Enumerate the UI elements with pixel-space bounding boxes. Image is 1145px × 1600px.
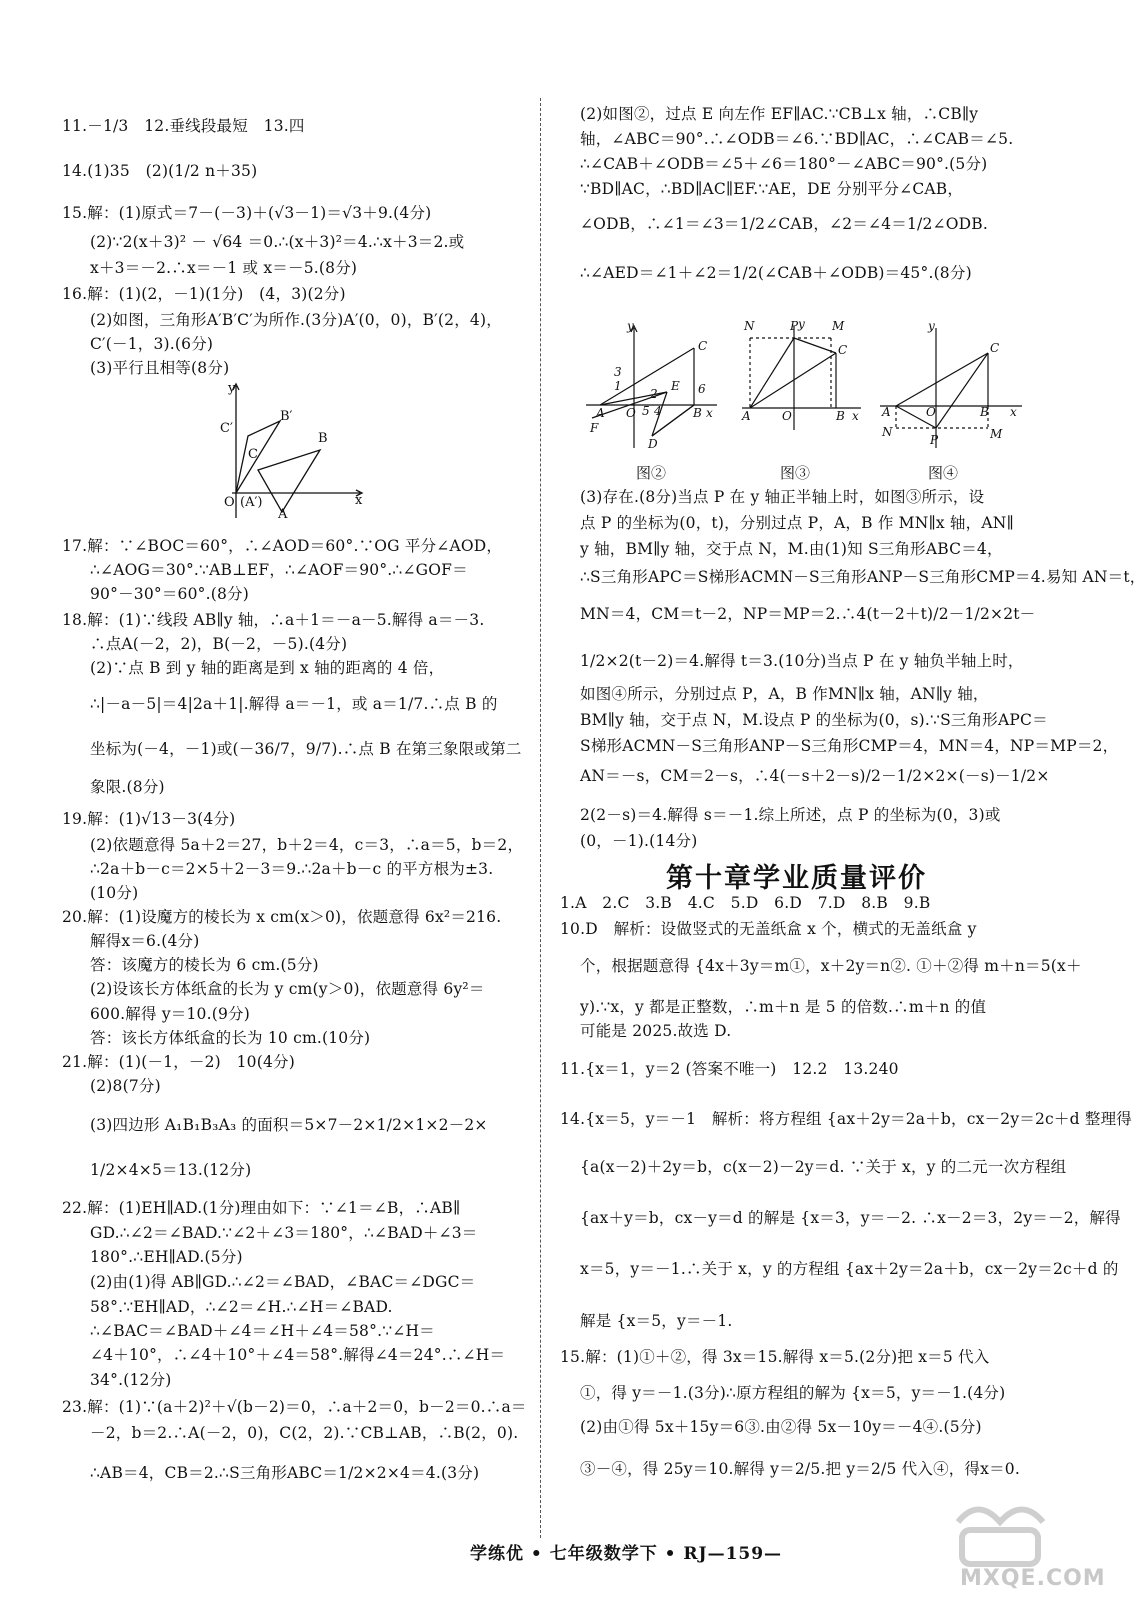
figure-3: [736, 318, 866, 458]
text-line: ∵BD∥AC，∴BD∥AC∥EF.∵AE，DE 分别平分∠CAB，: [580, 180, 964, 198]
text-line: (2)如图，三角形A′B′C′为所作.(3分)A′(0，0)，B′(2，4)，: [90, 311, 502, 329]
text-line: (2)∵点 B 到 y 轴的距离是到 x 轴的距离的 4 倍，: [90, 659, 445, 677]
figure4-label: x: [1010, 405, 1017, 419]
text-line: 16.解：(1)(2，－1)(1分) (4，3)(2分): [62, 285, 346, 303]
graph16-label: C: [248, 447, 258, 462]
figure2-label: x: [706, 406, 713, 420]
figure2-label: D: [648, 437, 658, 451]
text-line: (2)由(1)得 AB∥GD.∴∠2＝∠BAD，∠BAC＝∠DGC＝: [90, 1273, 476, 1291]
text-line: 10.D 解析：设做竖式的无盖纸盒 x 个，横式的无盖纸盒 y: [560, 920, 977, 938]
text-line: 22.解：(1)EH∥AD.(1分)理由如下：∵∠1＝∠B，∴AB∥: [62, 1199, 461, 1217]
text-line: 1/2×4×5＝13.(12分): [90, 1161, 252, 1179]
text-line: 20.解：(1)设魔方的棱长为 x cm(x＞0)，依题意得 6x²＝216.: [62, 908, 502, 926]
text-line: (2)由①得 5x＋15y＝6③.由②得 5x－10y＝－4④.(5分): [580, 1418, 982, 1436]
text-line: －2，b＝2.∴A(－2，0)，C(2，2).∵CB⊥AB，∴B(2，0).: [90, 1424, 519, 1442]
figure-2: [582, 318, 722, 458]
figure3-label: B: [836, 409, 845, 423]
text-line: S梯形ACMN－S三角形ANP－S三角形CMP＝4，MN＝4，NP＝MP＝2，: [580, 737, 1119, 755]
text-line: 180°.∴EH∥AD.(5分): [90, 1248, 243, 1266]
text-line: GD.∴∠2＝∠BAD.∵∠2＋∠3＝180°，∴∠BAD＋∠3＝: [90, 1224, 478, 1242]
text-line: 答：该魔方的棱长为 6 cm.(5分): [90, 956, 319, 974]
figure3-label: P: [790, 319, 799, 333]
text-line: ∴2a＋b－c＝2×5＋2－3＝9.∴2a＋b－c 的平方根为±3.: [90, 860, 494, 878]
graph16-label: x: [355, 493, 363, 508]
text-line: 58°.∵EH∥AD，∴∠2＝∠H.∴∠H＝∠BAD.: [90, 1298, 393, 1316]
text-line: ∠ODB，∴∠1＝∠3＝1/2∠CAB，∠2＝∠4＝1/2∠ODB.: [580, 215, 988, 233]
figure3-label: N: [744, 319, 755, 333]
figure2-label: 5: [642, 404, 650, 418]
text-line: 14.{x＝5，y＝－1 解析：将方程组 {ax＋2y＝2a＋b，cx－2y＝2c＋d 整理得: [560, 1110, 1132, 1128]
figure3-label: O: [782, 409, 792, 423]
graph16-label: C′: [220, 421, 233, 436]
text-line: (2)8(7分): [90, 1077, 161, 1095]
text-line: BM∥y 轴，交于点 N，M.设点 P 的坐标为(0，s).∵S三角形APC＝: [580, 711, 1048, 729]
figure4-label: O: [926, 405, 936, 419]
figure2-label: 6: [698, 382, 706, 396]
text-line: {a(x－2)＋2y＝b，c(x－2)－2y＝d. ∵关于 x，y 的二元一次方程组: [580, 1158, 1067, 1176]
text-line: 21.解：(1)(－1，－2) 10(4分): [62, 1053, 296, 1071]
text-line: 解是 {x＝5，y＝－1.: [580, 1312, 733, 1330]
text-line: ∠4＋10°，∴∠4＋10°＋∠4＝58°.解得∠4＝24°.∴∠H＝: [90, 1346, 506, 1364]
text-line: C′(－1，3).(6分): [90, 335, 214, 353]
figure2-label: B: [693, 406, 702, 420]
text-line: 14.(1)35 (2)(1/2 n＋35): [62, 162, 258, 180]
graph-16: [210, 378, 370, 522]
graph16-label: A: [278, 507, 288, 522]
figure2-label: O: [626, 406, 636, 420]
text-line: 解得x＝6.(4分): [90, 932, 200, 950]
text-line: 象限.(8分): [90, 778, 165, 796]
text-line: ③－④，得 25y＝10.解得 y＝2/5.把 y＝2/5 代入④，得x＝0.: [580, 1460, 1020, 1478]
text-line: (3)平行且相等(8分): [90, 359, 230, 377]
text-line: (3)四边形 A₁B₁B₃A₃ 的面积＝5×7－2×1/2×1×2－2×: [90, 1116, 488, 1134]
text-line: 19.解：(1)√13－3(4分): [62, 810, 236, 828]
text-line: 可能是 2025.故选 D.: [580, 1022, 732, 1040]
text-line: MN＝4，CM＝t－2，NP＝MP＝2.∴4(t－2＋t)/2－1/2×2t－: [580, 605, 1036, 623]
graph16-label: B′: [280, 409, 293, 424]
text-line: (3)存在.(8分)当点 P 在 y 轴正半轴上时，如图③所示，设: [580, 488, 985, 506]
text-line: ∴|－a－5|＝4|2a＋1|.解得 a＝－1，或 a＝1/7.∴点 B 的: [90, 695, 498, 713]
text-line: ∴AB＝4，CB＝2.∴S三角形ABC＝1/2×2×4＝4.(3分): [90, 1464, 480, 1482]
figure2-label: 4: [654, 404, 662, 418]
figure3-label: x: [852, 409, 859, 423]
figure3-label: y: [798, 317, 805, 331]
text-line: 1.A 2.C 3.B 4.C 5.D 6.D 7.D 8.B 9.B: [560, 894, 931, 912]
page-footer: 学练优 • 七年级数学下 • RJ—159—: [470, 1544, 783, 1564]
text-line: 如图④所示，分别过点 P，A，B 作MN∥x 轴，AN∥y 轴，: [580, 685, 989, 703]
text-line: ∴S三角形APC＝S梯形ACMN－S三角形ANP－S三角形CMP＝4.易知 AN＝t，: [580, 568, 1145, 586]
figure3-label: C: [838, 343, 848, 357]
figure2-label: A: [596, 406, 605, 420]
figure-caption: 图②: [636, 464, 667, 482]
section-title: 第十章学业质量评价: [666, 863, 927, 894]
figure4-label: C: [990, 341, 1000, 355]
text-line: AN＝－s，CM＝2－s，∴4(－s＋2－s)/2－1/2×2×(－s)－1/2×: [580, 767, 1050, 785]
text-line: ∴点A(－2，2)，B(－2，－5).(4分): [90, 635, 348, 653]
text-line: (2)依题意得 5a＋2＝27，b＋2＝4，c＝3，∴a＝5，b＝2，: [90, 836, 524, 854]
figure2-label: E: [671, 379, 680, 393]
text-line: ∴∠BAC＝∠BAD＋∠4＝∠H＋∠4＝58°.∵∠H＝: [90, 1322, 435, 1340]
figure2-label: F: [590, 421, 599, 435]
text-line: 17.解：∵∠BOC＝60°，∴∠AOD＝60°.∵OG 平分∠AOD，: [62, 537, 503, 555]
figure2-label: 2: [650, 387, 658, 401]
figure3-label: A: [742, 409, 751, 423]
figure-4: [876, 318, 1026, 458]
text-line: y 轴，BM∥y 轴，交于点 N，M.由(1)知 S三角形ABC＝4，: [580, 540, 1003, 558]
text-line: y).∵x，y 都是正整数，∴m＋n 是 5 的倍数.∴m＋n 的值: [580, 998, 987, 1016]
text-line: 15.解：(1)原式＝7－(－3)＋(√3－1)＝√3＋9.(4分): [62, 204, 432, 222]
text-line: 11.{x＝1，y＝2 (答案不唯一) 12.2 13.240: [560, 1060, 899, 1078]
figure2-label: y: [627, 319, 634, 333]
text-line: 11.－1/3 12.垂线段最短 13.四: [62, 117, 305, 135]
text-line: ∴∠AOG＝30°.∵AB⊥EF，∴∠AOF＝90°.∴∠GOF＝: [90, 561, 468, 579]
text-line: 个，根据题意得 {4x＋3y＝m①，x＋2y＝n②. ①＋②得 m＋n＝5(x＋: [580, 957, 1082, 975]
text-line: 15.解：(1)①＋②，得 3x＝15.解得 x＝5.(2分)把 x＝5 代入: [560, 1348, 990, 1366]
text-line: (2)∵2(x＋3)² － √64 ＝0.∴(x＋3)²＝4.∴x＋3＝2.或: [90, 233, 465, 251]
text-line: 轴，∠ABC＝90°.∴∠ODB＝∠6.∵BD∥AC，∴∠CAB＝∠5.: [580, 130, 1014, 148]
text-line: (10分): [90, 884, 139, 902]
text-line: 2(2－s)＝4.解得 s＝－1.综上所述，点 P 的坐标为(0，3)或: [580, 806, 1001, 824]
graph16-label: (A′): [240, 495, 263, 510]
text-line: (0，－1).(14分): [580, 832, 698, 850]
text-line: 点 P 的坐标为(0，t)，分别过点 P，A，B 作 MN∥x 轴，AN∥: [580, 514, 1014, 532]
text-line: 18.解：(1)∵线段 AB∥y 轴，∴a＋1＝－a－5.解得 a＝－3.: [62, 611, 485, 629]
text-line: 1/2×2(t－2)＝4.解得 t＝3.(10分)当点 P 在 y 轴负半轴上时，: [580, 652, 1024, 670]
text-line: x＝5，y＝－1.∴关于 x，y 的方程组 {ax＋2y＝2a＋b，cx－2y＝2c＋d 的: [580, 1260, 1119, 1278]
text-line: (2)设该长方体纸盒的长为 y cm(y＞0)，依题意得 6y²＝: [90, 980, 485, 998]
figure-caption: 图③: [780, 464, 811, 482]
text-line: {ax＋y＝b，cx－y＝d 的解是 {x＝3，y＝－2. ∴x－2＝3，2y＝－2，解得: [580, 1209, 1121, 1227]
graph16-label: B: [318, 431, 328, 446]
figure2-label: C: [698, 339, 708, 353]
text-line: ①，得 y＝－1.(3分)∴原方程组的解为 {x＝5，y＝－1.(4分): [580, 1384, 1006, 1402]
graph16-label: O: [224, 495, 235, 510]
text-line: (2)如图②，过点 E 向左作 EF∥AC.∵CB⊥x 轴，∴CB∥y: [580, 105, 979, 123]
figure4-label: y: [928, 319, 935, 333]
text-line: ∴∠AED＝∠1＋∠2＝1/2(∠CAB＋∠ODB)＝45°.(8分): [580, 264, 972, 282]
graph16-label: y: [228, 381, 236, 396]
figure4-label: P: [930, 433, 939, 447]
figure4-label: B: [980, 405, 989, 419]
text-line: ∴∠CAB＋∠ODB＝∠5＋∠6＝180°－∠ABC＝90°.(5分): [580, 155, 988, 173]
text-line: 坐标为(－4，－1)或(－36/7，9/7).∴点 B 在第三象限或第二: [90, 740, 522, 758]
text-line: x＋3＝－2.∴x＝－1 或 x＝－5.(8分): [90, 259, 358, 277]
figure-caption: 图④: [928, 464, 959, 482]
text-line: 600.解得 y＝10.(9分): [90, 1005, 251, 1023]
figure4-label: N: [882, 425, 893, 439]
figure4-label: M: [990, 427, 1003, 441]
text-line: 90°－30°＝60°.(8分): [90, 585, 250, 603]
text-line: 34°.(12分): [90, 1371, 172, 1389]
text-line: 23.解：(1)∵(a＋2)²＋√(b－2)＝0，∴a＋2＝0，b－2＝0.∴a＝: [62, 1398, 527, 1416]
figure3-label: M: [832, 319, 845, 333]
figure4-label: A: [882, 405, 891, 419]
text-line: 答：该长方体纸盒的长为 10 cm.(10分): [90, 1029, 371, 1047]
column-divider: [540, 98, 541, 1538]
figure2-label: 1: [614, 379, 622, 393]
figure2-label: 3: [614, 365, 622, 379]
watermark-text: MXQE.COM: [960, 1566, 1106, 1591]
